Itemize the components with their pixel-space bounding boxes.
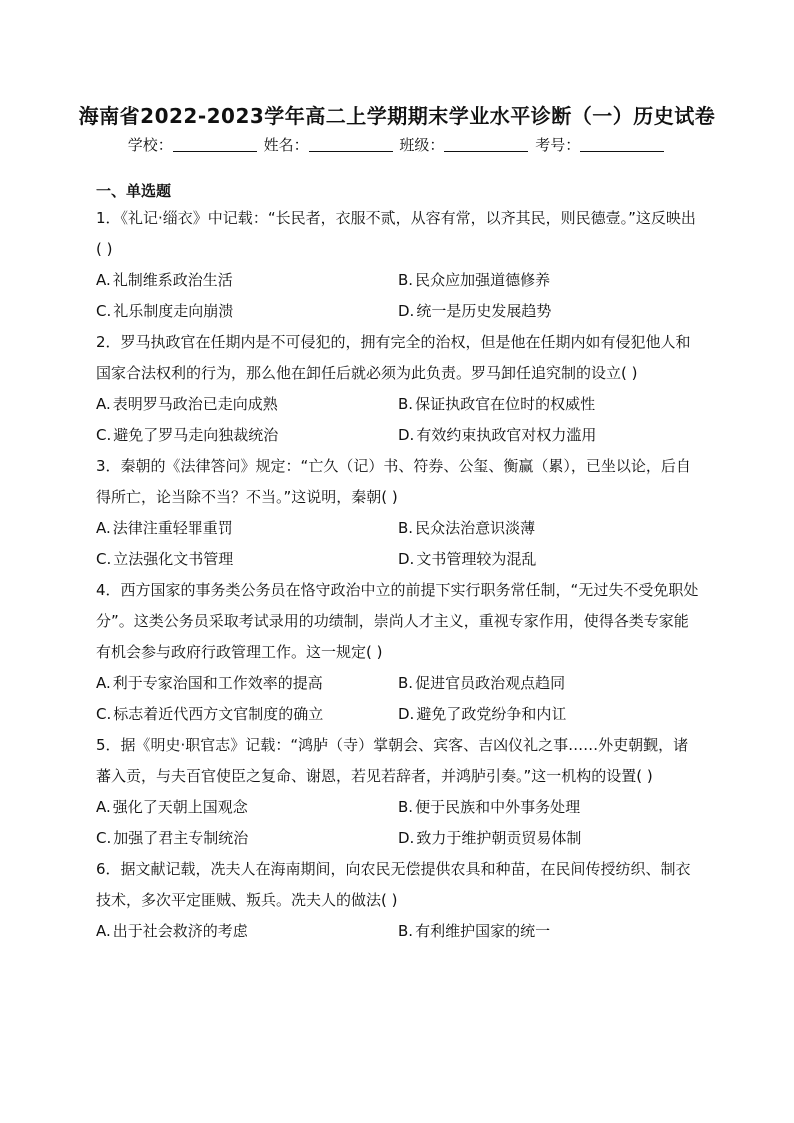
question-4 — [96, 575, 700, 730]
option-b: B. 促进官员政治观点趋同 — [398, 674, 566, 692]
name-blank — [309, 137, 393, 152]
class-label: 班级： — [399, 136, 445, 154]
option-a: A. 礼制维系政治生活 — [96, 271, 233, 289]
option-d: D. 避免了政党纷争和内讧 — [398, 705, 567, 723]
question-stem: 3．秦朝的《法律答问》规定：“亡久（记）书、符券、公玺、衡赢（累），已坐以论，后自得所亡，论当除不当？不当。”这说明，秦朝( ) — [96, 457, 691, 506]
option-d: D. 统一是历史发展趋势 — [398, 302, 552, 320]
option-d: D. 有效约束执政官对权力滥用 — [398, 426, 597, 444]
option-d: D. 致力于维护朝贡贸易体制 — [398, 829, 582, 847]
question-6 — [96, 854, 700, 947]
question-stem: 4．西方国家的事务类公务员在恪守政治中立的前提下实行职务常任制，“无过失不受免职处分”。这类公务员采取考试录用的功绩制，崇尚人才主义，重视专家作用，使得各类专家能有机会参与政府行政管理工作。这一规定( ) — [96, 581, 699, 661]
option-c: C. 避免了罗马走向独裁统治 — [96, 426, 279, 444]
school-blank — [173, 137, 257, 152]
question-stem: 1．《礼记·缁衣》中记载：“长民者，衣服不贰，从容有常，以齐其民，则民德壹。”这反映出( ) — [96, 209, 696, 258]
option-c: C. 礼乐制度走向崩溃 — [96, 302, 234, 320]
option-b: B. 民众应加强道德修养 — [398, 271, 551, 289]
question-stem: 6．据文献记载，冼夫人在海南期间，向农民无偿提供农具和种苗，在民间传授纺织、制衣技术，多次平定匪贼、叛兵。冼夫人的做法( ) — [96, 860, 691, 909]
option-a: A. 利于专家治国和工作效率的提高 — [96, 674, 323, 692]
option-a: A. 强化了天朝上国观念 — [96, 798, 248, 816]
exam-title: 海南省2022-2023学年高二上学期期末学业水平诊断（一）历史试卷 — [78, 104, 716, 128]
option-c: C. 加强了君主专制统治 — [96, 829, 249, 847]
option-b: B. 民众法治意识淡薄 — [398, 519, 536, 537]
option-a: A. 法律注重轻罪重罚 — [96, 519, 233, 537]
school-label: 学校： — [127, 136, 173, 154]
exam-number-blank — [580, 137, 664, 152]
class-blank — [444, 137, 528, 152]
option-b: B. 有利维护国家的统一 — [398, 922, 551, 940]
options — [96, 916, 700, 947]
section-title: 一、单选题 — [96, 182, 172, 200]
question-2 — [96, 327, 700, 451]
options — [96, 668, 700, 730]
option-c: C. 立法强化文书管理 — [96, 550, 234, 568]
name-label: 姓名： — [263, 136, 309, 154]
options — [96, 389, 700, 451]
option-a: A. 出于社会救济的考虑 — [96, 922, 248, 940]
exam-content — [96, 180, 700, 947]
question-stem: 2．罗马执政官在任期内是不可侵犯的，拥有完全的治权，但是他在任期内如有侵犯他人和国家合法权利的行为，那么他在卸任后就必须为此负责。罗马卸任追究制的设立( ) — [96, 333, 691, 382]
option-a: A. 表明罗马政治已走向成熟 — [96, 395, 278, 413]
exam-number-label: 考号： — [535, 136, 581, 154]
student-info-row — [0, 134, 794, 155]
options — [96, 513, 700, 575]
question-3 — [96, 451, 700, 575]
options — [96, 265, 700, 327]
option-b: B. 保证执政官在位时的权威性 — [398, 395, 596, 413]
option-d: D. 文书管理较为混乱 — [398, 550, 537, 568]
option-b: B. 便于民族和中外事务处理 — [398, 798, 581, 816]
option-c: C. 标志着近代西方文官制度的确立 — [96, 705, 324, 723]
question-5 — [96, 730, 700, 854]
options — [96, 792, 700, 854]
question-1 — [96, 203, 700, 327]
question-stem: 5．据《明史·职官志》记载：“鸿胪（寺）掌朝会、宾客、吉凶仪礼之事……外吏朝觐，诸蕃入贡，与夫百官使臣之复命、谢恩，若见若辞者，并鸿胪引奏。”这一机构的设置( ) — [96, 736, 689, 785]
